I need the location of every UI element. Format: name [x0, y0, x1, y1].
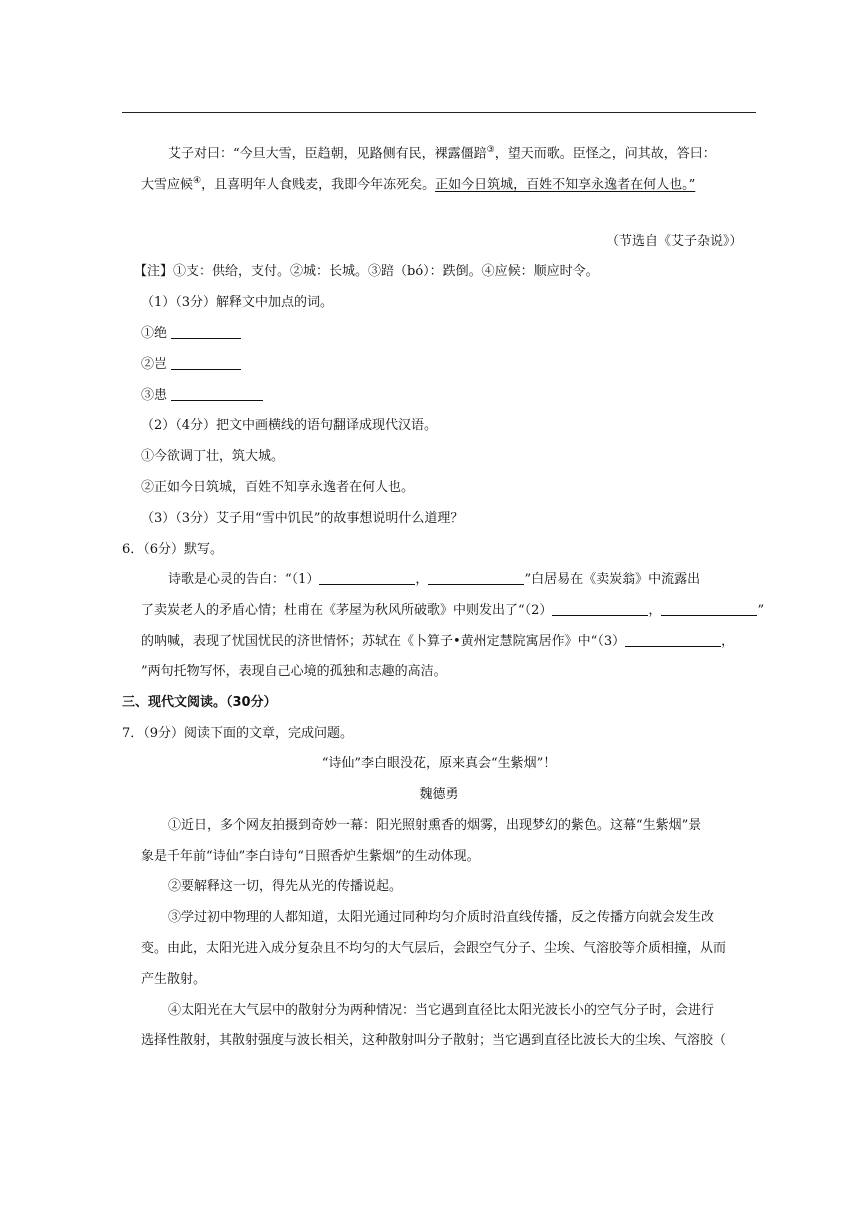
answer-blank[interactable]	[171, 386, 263, 401]
q6-line-1: 诗歌是心灵的告白：“（1） ， ”白居易在《卖炭翁》中流露出	[168, 572, 701, 587]
passage-line-2: 大雪应候④，且喜明年人食贱麦，我即今年冻死矣。正如今日筑城，百姓不知享永逸者在何人也。”	[141, 176, 696, 193]
passage-line-1: 艾子对曰：“今旦大雪，臣趋朝，见路侧有民，裸露僵踣③，望天而歌。臣怪之，问其故，答曰：	[168, 145, 716, 162]
q7-heading: 7．（9分）阅读下面的文章，完成问题。	[122, 726, 354, 741]
q5-item-3: ③患	[141, 386, 263, 406]
q6-line-2: 了卖炭老人的矛盾心情；杜甫在《茅屋为秋风所破歌》中则发出了“（2） ， ”	[141, 603, 765, 618]
paragraph-1-line-2: 象是千年前“诗仙”李白诗句“日照香炉生紫烟”的生动体现。	[141, 849, 480, 864]
paragraph-3-line-1: ③学过初中物理的人都知道，太阳光通过同种均匀介质时沿直线传播，反之传播方向就会发生改	[168, 910, 715, 925]
header-rule	[122, 112, 756, 113]
paragraph-2: ②要解释这一切，得先从光的传播说起。	[168, 879, 403, 894]
source-citation: （节选自《艾子杂说》）	[606, 234, 743, 249]
paragraph-3-line-2: 变。由此，太阳光进入成分复杂且不均匀的大气层后，会跟空气分子、尘埃、气溶胶等介质相撞，从而	[141, 941, 727, 956]
q5-sentence-1: ①今欲调丁壮，筑大城。	[141, 449, 285, 464]
q5-part2: （2）（4分）把文中画横线的语句翻译成现代汉语。	[141, 418, 438, 433]
q6-line-3: 的呐喊，表现了忧国忧民的济世情怀；苏轼在《卜算子•黄州定慧院寓居作》中“（3） ，	[141, 634, 735, 649]
answer-blank[interactable]	[661, 601, 757, 616]
article-author: 魏德勇	[419, 787, 459, 802]
paragraph-4-line-1: ④太阳光在大气层中的散射分为两种情况：当它遇到直径比太阳光波长小的空气分子时，会进行	[168, 1003, 715, 1018]
answer-blank[interactable]	[319, 570, 415, 585]
q5-item-1: ①绝	[141, 324, 241, 344]
q5-part1: （1）（3分）解释文中加点的词。	[141, 295, 334, 310]
article-title: “诗仙”李白眼没花，原来真会“生紫烟”！	[321, 756, 557, 771]
q6-line-4: ”两句托物写怀，表现自己心境的孤独和志趣的高洁。	[141, 664, 447, 679]
section-heading: 三、现代文阅读。（30分）	[122, 695, 277, 710]
notes: 【注】①支：供给，支付。②城：长城。③踣（bó）：跌倒。④应候：顺应时令。	[134, 264, 599, 279]
q5-item-2: ②岂	[141, 355, 241, 375]
paragraph-1-line-1: ①近日，多个网友拍摄到奇妙一幕：阳光照射熏香的烟雾，出现梦幻的紫色。这幕“生紫烟”景	[168, 818, 702, 833]
answer-blank[interactable]	[171, 355, 241, 370]
answer-blank[interactable]	[171, 324, 241, 339]
answer-blank[interactable]	[428, 570, 524, 585]
q5-sentence-2: ②正如今日筑城，百姓不知享永逸者在何人也。	[141, 480, 415, 495]
paragraph-4-line-2: 选择性散射，其散射强度与波长相关，这种散射叫分子散射；当它遇到直径比波长大的尘埃、气溶胶（	[141, 1033, 727, 1048]
q6-heading: 6．（6分）默写。	[122, 542, 224, 557]
answer-blank[interactable]	[552, 601, 648, 616]
underlined-sentence: 正如今日筑城，百姓不知享永逸者在何人也。”	[435, 177, 696, 193]
answer-blank[interactable]	[625, 632, 721, 647]
paragraph-3-line-3: 产生散射。	[141, 972, 207, 987]
q5-part3: （3）（3分）艾子用“雪中饥民”的故事想说明什么道理？	[141, 511, 464, 526]
